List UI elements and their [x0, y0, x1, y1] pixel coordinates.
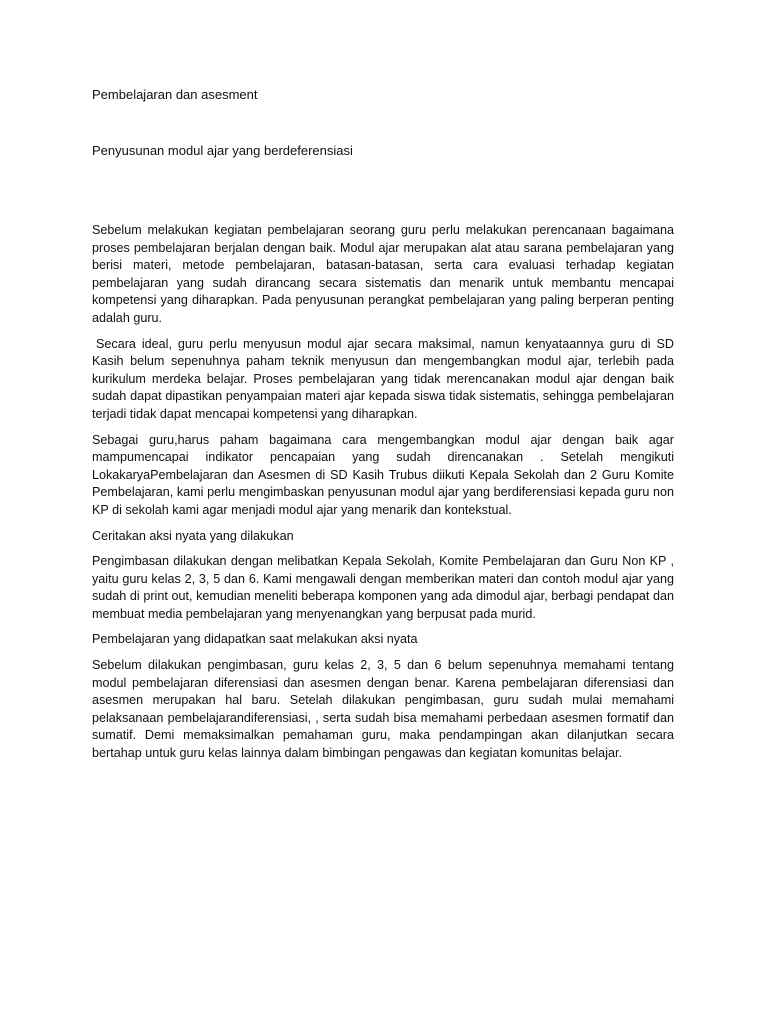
document-title: Pembelajaran dan asesment: [92, 87, 258, 102]
section-heading-action: Ceritakan aksi nyata yang dilakukan: [92, 528, 294, 543]
paragraph-ideal: Secara ideal, guru perlu menyusun modul ajar secara maksimal, namun kenyataannya guru di SD Kasih belum sepenuhnya paham teknik menyusun dan mengembangkan modul ajar, terlebih pada kurikulum merdeka belajar. Proses pembelajaran yang tidak merencanakan modul ajar dengan baik sudah dapat dipastikan penyampaian materi ajar kepada siswa tidak sistematis, sehingga pembelajaran terjadi tidak dapat mencapai kompetensi yang diharapkan.: [92, 336, 674, 421]
paragraph-intro: Sebelum melakukan kegiatan pembelajaran seorang guru perlu melakukan perencanaan bagaimana proses pembelajaran berjalan dengan baik. Modul ajar merupakan alat atau sarana pembelajaran yang berisi materi, metode pembelajaran, batasan-batasan, serta cara evaluasi terhadap kegiatan pembelajaran yang sudah dirancang secara sistematis dan menarik untuk membantu mencapai kompetensi yang diharapkan. Pada penyusunan perangkat pembelajaran yang paling berperan penting adalah guru.: [92, 223, 674, 325]
paragraph-action: Pengimbasan dilakukan dengan melibatkan Kepala Sekolah, Komite Pembelajaran dan Guru Non KP , yaitu guru kelas 2, 3, 5 dan 6. Kami mengawali dengan memberikan materi dan contoh modul ajar yang sudah di print out, kemudian meneliti beberapa komponen yang ada dimodul ajar, berbagi pendapat dan membuat media pembelajaran yang menyenangkan yang berpusat pada murid.: [92, 554, 674, 621]
document-subtitle: Penyusunan modul ajar yang berdeferensiasi: [92, 143, 353, 158]
document-body: [92, 222, 674, 771]
paragraph-teacher-role: Sebagai guru,harus paham bagaimana cara mengembangkan modul ajar dengan baik agar mampumencapai indikator pencapaian yang sudah direncanakan . Setelah mengikuti LokakaryaPembelajaran dan Asesmen di SD Kasih Trubus diikuti Kepala Sekolah dan 2 Guru Komite Pembelajaran, kami perlu mengimbaskan penyusunan modul ajar yang berdiferensiasi kepada guru non KP di sekolah kami agar menjadi modul ajar yang menarik dan kontekstual.: [92, 432, 674, 517]
section-heading-learning: Pembelajaran yang didapatkan saat melakukan aksi nyata: [92, 632, 418, 647]
paragraph-learning: Sebelum dilakukan pengimbasan, guru kelas 2, 3, 5 dan 6 belum sepenuhnya memahami tentang modul pembelajaran diferensiasi dan asesmen dengan benar. Karena pembelajaran diferensiasi dan asesmen merupakan hal baru. Setelah dilakukan pengimbasan, guru sudah mulai memahami pelaksanaan pembelajarandiferensiasi, , serta sudah bisa memahami perbedaan asesmen formatif dan sumatif. Demi memaksimalkan pemahaman guru, maka pendampingan akan dilanjutkan secara bertahap untuk guru kelas lainnya dalam bimbingan pengawas dan kegiatan komunitas belajar.: [92, 658, 674, 761]
